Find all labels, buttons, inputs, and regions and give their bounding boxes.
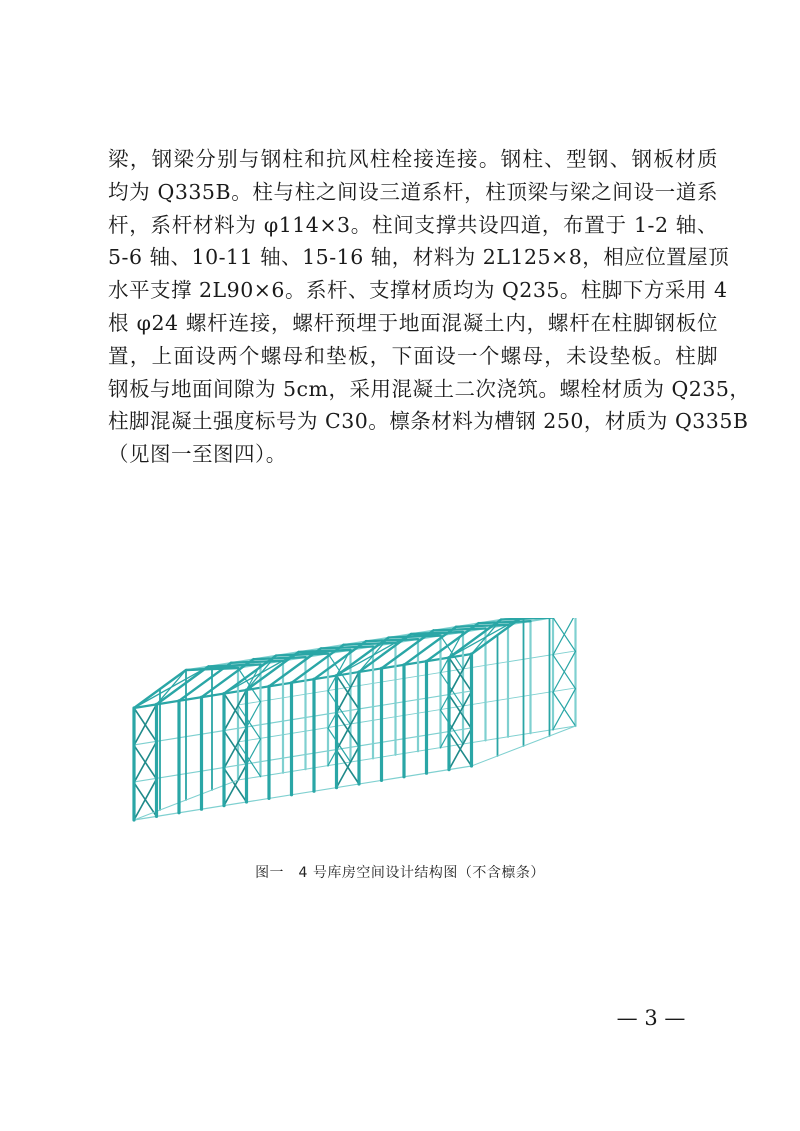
wall-cross-brace xyxy=(134,704,157,745)
structure-figure xyxy=(120,618,690,858)
wall-cross-brace xyxy=(449,691,472,732)
wall-cross-brace xyxy=(134,742,157,783)
wall-cross-brace xyxy=(449,654,472,695)
wall-cross-brace-back xyxy=(441,632,464,673)
wall-cross-brace xyxy=(337,672,360,713)
body-paragraph xyxy=(108,143,751,471)
figure-caption: 图一 4 号库房空间设计结构图（不含檩条） xyxy=(255,865,545,881)
wall-cross-brace xyxy=(224,765,247,806)
wall-cross-brace xyxy=(224,690,247,731)
wall-cross-brace xyxy=(134,779,157,820)
paragraph-line: 钢板与地面间隙为 5cm，采用混凝土二次浇筑。螺栓材质为 Q235， xyxy=(108,376,751,401)
paragraph-line: 柱脚混凝土强度标号为 C30。檩条材料为槽钢 250，材质为 Q335B xyxy=(108,409,749,434)
wall-cross-brace xyxy=(224,727,247,768)
steel-frame-3d-diagram xyxy=(120,618,690,858)
wall-cross-brace xyxy=(337,747,360,788)
wall-cross-brace-back xyxy=(328,650,351,691)
wall-cross-brace xyxy=(337,709,360,750)
paragraph-line: 梁，钢梁分别与钢柱和抗风柱栓接连接。钢柱、型钢、钢板材质 xyxy=(108,147,718,171)
page-number: — 3 — xyxy=(616,1006,686,1030)
paragraph-line: 杆，系杆材料为 φ114×3。柱间支撑共设四道，布置于 1-2 轴、 xyxy=(108,212,718,237)
paragraph-line: 5-6 轴、10-11 轴、15-16 轴，材料为 2L125×8，相应位置屋顶 xyxy=(108,245,730,270)
paragraph-line: 均为 Q335B。柱与柱之间设三道系杆，柱顶梁与梁之间设一道系 xyxy=(108,179,718,204)
wall-cross-brace-back xyxy=(553,651,576,692)
wall-cross-brace-back xyxy=(553,689,576,730)
paragraph-line: （见图一至图四）。 xyxy=(108,442,287,467)
paragraph-line: 根 φ24 螺杆连接，螺杆预埋于地面混凝土内，螺杆在柱脚钢板位 xyxy=(108,310,718,335)
paragraph-line: 置，上面设两个螺母和垫板，下面设一个螺母，未设垫板。柱脚 xyxy=(108,343,718,368)
paragraph-line: 水平支撑 2L90×6。系杆、支撑材质均为 Q235。柱脚下方采用 4 xyxy=(108,278,728,303)
wall-cross-brace xyxy=(449,729,472,770)
